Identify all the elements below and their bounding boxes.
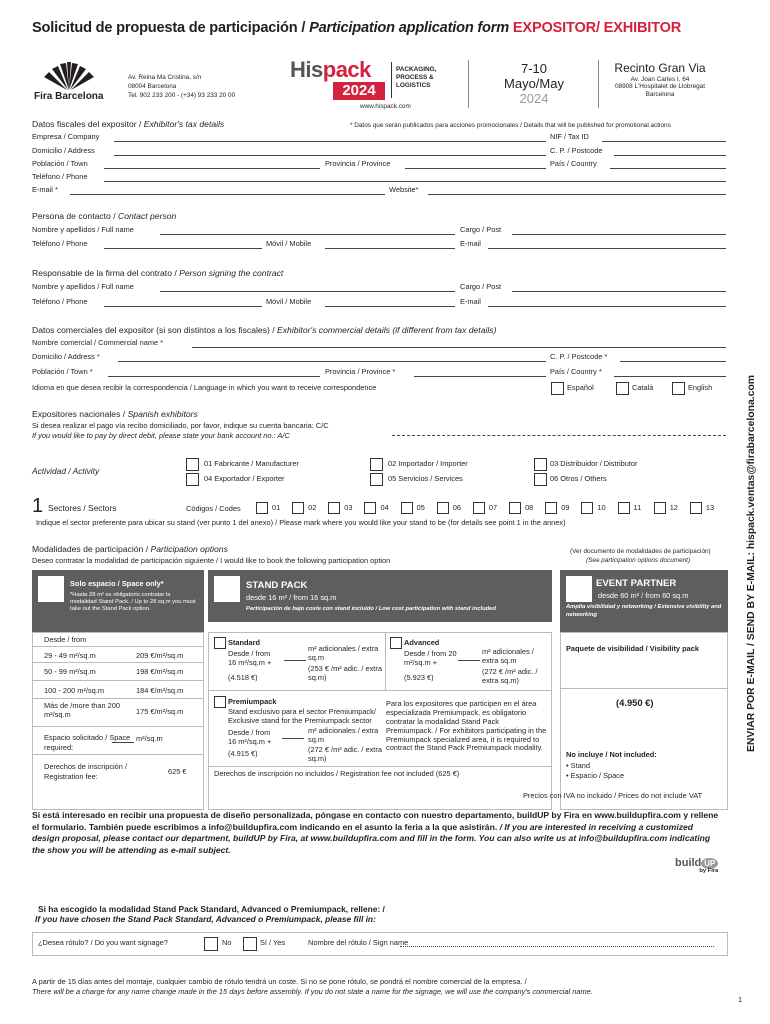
sector-02-label: 02 [308,503,317,512]
label-empresa: Empresa / Company [32,132,100,141]
space-row-2-label: 50 - 99 m²/sq.m [44,667,96,676]
field-empresa[interactable] [114,141,546,142]
fira-logo [40,60,98,93]
standard-checkbox[interactable] [214,637,226,649]
space-registration-fee: Derechos de inscripción / Registration fee: [44,762,127,781]
label-email: E-mail * [32,185,58,194]
label-commercial-cp: C. P. / Postcode * [550,352,608,361]
signage-question: ¿Desea rótulo? / Do you want signage? [38,938,168,947]
sector-10-label: 10 [597,503,606,512]
standard-price: (4.518 €) [228,673,258,682]
activity-01-checkbox[interactable] [186,458,199,471]
space-row-2-price: 198 €/m²/sq.m [136,667,184,676]
label-signer-email: E-mail [460,297,481,306]
label-contact-email: E-mail [460,239,481,248]
field-contact-name[interactable] [160,234,455,235]
space-required-unit: m²/sq.m [136,734,163,743]
dates-month: Mayo/May [504,75,564,91]
buildup-text: Si está interesado en recibir una propuesta de diseño personalizada, póngase en contacto con nuestro departamento, buildUP by Fira en www.buildupfira.com y rellene el formulario. También puede escribimos a info@buildupfira.com indicando en el asunto la feria a la que asistirán. / If you are interested in receiving a customized design proposal, please contact our department, buildUP by Fira, at www.buildupfira.com and fill in the form. You can also write us at info@buildupfira.com indicating the show you will be attending as e-mail subject. [32,810,719,855]
venue-address3: Barcelona [645,90,675,98]
vat-note: Precios con IVA no incluido / Prices do not include VAT [523,791,703,800]
field-signer-phone[interactable] [104,306,262,307]
sector-08-checkbox[interactable] [509,502,521,514]
activity-04-label: 04 Exportador / Exporter [204,474,285,483]
premiumpack-desc: Stand exclusivo para el sector Premiumpack/ Exclusive stand for the Premiumpack sector [228,707,376,725]
footer-es: A partir de 15 días antes del montaje, cualquier cambio de rótulo tendrá un coste. Si no se pone rótulo, se pondrá el nombre comercial de la empresa. / [32,977,527,986]
sector-03-label: 03 [344,503,353,512]
sector-03-checkbox[interactable] [328,502,340,514]
premiumpack-title: Premiumpack [228,697,277,706]
commercial-title: Datos comerciales del expositor (si son distintos a los fiscales) / Exhibitor's commercial details (if different from tax details) [32,325,497,335]
advanced-checkbox[interactable] [390,637,402,649]
advanced-add: m² adicionales / extra sq.m [482,647,534,665]
activity-03-checkbox[interactable] [534,458,547,471]
venue [600,62,720,98]
sector-12-checkbox[interactable] [654,502,666,514]
field-commercial-town[interactable] [108,376,320,377]
hispack-year: 2024 [333,82,385,100]
field-telefono[interactable] [104,181,726,182]
label-contact-phone: Teléfono / Phone [32,239,88,248]
space-only-checkbox[interactable] [38,576,64,602]
exhibitor-label: EXPOSITOR/ EXHIBITOR [512,20,682,36]
advanced-desde: Desde / from 20 m²/sq.m + [404,649,457,667]
venue-address2: 08908 L'Hospitalet de Llobregat [614,83,706,91]
options-ref1: (Ver documento de modalidades de participación) [570,548,711,555]
standpack-checkbox[interactable] [214,576,240,602]
field-commercial-cp[interactable] [620,361,726,362]
standard-desde: Desde / from 16 m²/sq.m + [228,649,272,667]
contact-title: Persona de contacto / Contact person [32,211,177,221]
label-contact-mobile: Móvil / Mobile [266,239,312,248]
national-line1: Si desea realizar el pago vía recibo domiciliado, por favor, indique su cuenta bancaria: C/C [32,421,329,430]
title-sep: / [297,20,310,36]
partner-excl-1: • Stand [566,761,590,770]
field-website[interactable] [428,194,726,195]
options-sub: Deseo contratar la modalidad de participación siguiente / I would like to book the following participation option [32,556,391,565]
partner-table [560,632,728,810]
label-provincia: Provincia / Province [325,159,391,168]
national-line2: If you would like to pay by direct debit, please state your bank account no.: A/C [32,431,290,440]
sectors-number: 1 [32,495,44,517]
space-row-1-price: 209 €/m²/sq.m [136,651,184,660]
field-advanced-extra[interactable] [458,660,480,661]
sign-line2: If you have chosen the Stand Pack Standard, Advanced o Premiumpack, please fill in: [35,914,376,924]
buildup-logo: build UP by Fira [675,857,719,874]
activity-03-label: 03 Distribuidor / Distributor [550,459,638,468]
label-signer-name: Nombre y apellidos / Full name [32,282,134,291]
activity-06-checkbox[interactable] [534,473,547,486]
dates-days: 7-10 [520,61,548,76]
label-pais: País / Country [550,159,597,168]
sign-line1: Si ha escogido la modalidad Stand Pack Standard, Advanced o Premiumpack, rellene: / [38,904,385,914]
space-row-1-label: 29 - 49 m²/sq.m [44,651,96,660]
label-poblacion: Población / Town [32,159,88,168]
sector-02-checkbox[interactable] [292,502,304,514]
sector-05-label: 05 [416,503,425,512]
hispack-web: www.hispack.com [360,103,411,110]
field-contact-email[interactable] [488,248,726,249]
sector-01-label: 01 [272,503,281,512]
sector-06-checkbox[interactable] [437,502,449,514]
label-domicilio: Domicilio / Address [32,146,95,155]
field-poblacion[interactable] [104,168,320,169]
field-pais[interactable] [610,168,726,169]
page-title [32,20,681,37]
fira-logo-icon [40,60,98,90]
field-contact-phone[interactable] [104,248,262,249]
lang-en-checkbox[interactable] [672,382,685,395]
activity-05-label: 05 Servicios / Services [388,474,463,483]
space-desde: Desde / from [44,635,87,644]
field-signer-post[interactable] [512,291,726,292]
lang-ca-label: Català [632,383,654,392]
space-requested: Espacio solicitado / Space required: [44,733,131,752]
activity-02-label: 02 Importador / Importer [388,459,468,468]
field-signer-email[interactable] [488,306,726,307]
space-only-note: *Hasta 28 m² es obligatorio contratar la modalidad Stand Pack. / Up to 28 sq.m you must take out the Stand Pack option. [70,592,196,613]
dates-year: 2024 [519,90,549,106]
signage-no-label: No [222,938,232,947]
sector-04-checkbox[interactable] [364,502,376,514]
venue-address1: Av. Joan Carles I, 64 [630,75,690,83]
field-signer-name[interactable] [160,291,455,292]
sector-11-checkbox[interactable] [618,502,630,514]
field-email[interactable] [70,194,385,195]
fira-address2: 08004 Barcelona [128,83,177,90]
label-commercial-province: Provincia / Province * [325,367,396,376]
field-provincia[interactable] [405,168,546,169]
sector-09-label: 09 [561,503,570,512]
premiumpack-price: (4.915 €) [228,749,258,758]
premiumpack-desde: Desde / from 16 m²/sq.m + [228,728,272,746]
fira-phone: Tel. 902 233 200 - (+34) 93 233 20 00 [128,92,236,99]
activity-06-label: 06 Otros / Others [550,474,607,483]
field-commercial-province[interactable] [414,376,546,377]
label-cp: C. P. / Postcode [550,146,603,155]
footer-en: There will be a charge for any name change made in the 15 days before assembly. If you do not state a name for the signage, we will use the company's commercial name. [32,987,593,996]
activity-02-checkbox[interactable] [370,458,383,471]
sectors-note: Indique el sector preferente para ubicar su stand (ver punto 1 del anexo) / Please mark where you would like your stand to be (for details see point 1 in the annex) [36,518,566,527]
standpack-title: STAND PACK [246,580,308,591]
side-send-email: ENVIAR POR E-MAIL / SEND BY E-MAIL: hispack.ventas@firabarcelona.com [746,375,757,752]
label-commercial-name: Nombre comercial / Commercial name * [32,338,164,347]
partner-pack: Paquete de visibilidad / Visibility pack [566,644,699,653]
space-only-title: Solo espacio / Space only* [70,579,164,588]
sector-04-label: 04 [380,503,389,512]
sector-12-label: 12 [669,503,678,512]
partner-price: (4.950 €) [616,697,654,708]
sector-11-label: 11 [633,503,642,512]
label-signer-post: Cargo / Post [460,282,502,291]
sector-13-label: 13 [705,503,715,512]
field-commercial-country[interactable] [614,376,726,377]
field-signage-name[interactable] [400,946,714,947]
standpack-registration-fee: Derechos de inscripción no incluidos / Registration fee not included (625 €) [214,769,460,778]
lang-ca-checkbox[interactable] [616,382,629,395]
lang-en-label: English [688,383,713,392]
sectors-label: Sectores / Sectors [48,503,117,513]
field-contact-mobile[interactable] [325,248,455,249]
options-ref2: (See participation options document) [586,557,691,564]
field-commercial-address[interactable] [118,361,546,362]
field-bank-account[interactable] [392,435,726,436]
space-row-3-label: 100 - 200 m²/sq.m [44,686,104,695]
sector-13-checkbox[interactable] [690,502,702,514]
field-standard-extra[interactable] [284,660,306,661]
dates [470,62,598,107]
label-nif: NIF / Tax ID [550,132,589,141]
sector-07-checkbox[interactable] [473,502,485,514]
national-title: Expositores nacionales / Spanish exhibitors [32,409,198,419]
activity-label: Actividad / Activity [32,466,100,476]
signage-no-checkbox[interactable] [204,937,218,951]
advanced-add-price: (272 € /m² adic. / extra sq.m) [482,667,538,685]
fira-address1: Av. Reina Ma Cristina, s/n [128,74,202,81]
partner-not-included: No incluye / Not included: [566,750,657,759]
activity-05-checkbox[interactable] [370,473,383,486]
lang-es-label: Español [567,383,594,392]
signer-title: Responsable de la firma del contrato / Person signing the contract [32,268,284,278]
hispack-logo [290,57,371,82]
premiumpack-checkbox[interactable] [214,696,226,708]
advanced-price: (5.923 €) [404,673,434,682]
fira-name: Fira Barcelona [34,91,104,102]
standard-add-price: (253 € /m² adic. / extra sq.m) [308,664,382,682]
field-cp[interactable] [614,155,726,156]
advanced-title: Advanced [404,638,440,647]
page-number: 1 [738,995,743,1004]
label-website: Website* [389,185,419,194]
title-es: Solicitud de propuesta de participación [32,20,298,36]
sector-07-label: 07 [488,503,498,512]
activity-01-label: 01 Fabricante / Manufacturer [204,459,299,468]
label-signer-phone: Teléfono / Phone [32,297,88,306]
venue-name: Recinto Gran Via [614,61,706,75]
label-language: Idioma en que desea recibir la correspondencia / Language in which you want to receive correspondence [32,383,377,392]
label-commercial-address: Domicilio / Address * [32,352,100,361]
sector-10-checkbox[interactable] [581,502,593,514]
label-contact-post: Cargo / Post [460,225,502,234]
partner-from: desde 60 m² / from 60 sq.m [598,591,689,600]
signage-yes-checkbox[interactable] [243,937,257,951]
label-signer-mobile: Móvil / Mobile [266,297,312,306]
space-row-4-price: 175 €/m²/sq.m [136,707,184,716]
space-row-4-label: Más de /more than 200 m²/sq.m [44,701,121,719]
options-title: Modalidades de participación / Participation options [32,544,228,554]
hispack-tag: PACKAGING, PROCESS & LOGISTICS [396,66,437,89]
premiumpack-add: m² adicionales / extra sq.m [308,726,379,744]
title-en: Participation application form [309,20,510,36]
fiscal-title: Datos fiscales del expositor / Exhibitor's tax details [32,119,225,129]
label-commercial-country: País / Country * [550,367,602,376]
partner-title: EVENT PARTNER [596,578,677,589]
standard-title: Standard [228,638,261,647]
partner-sub: Amplia visibilidad y networking / Extensive visibility and networking [566,604,722,618]
partner-excl-2: • Espacio / Space [566,771,625,780]
label-contact-name: Nombre y apellidos / Full name [32,225,134,234]
sector-08-label: 08 [525,503,534,512]
hispack-name-a: His [290,57,323,82]
signage-name-label: Nombre del rótulo / Sign name [308,938,409,947]
codes-row [256,502,726,516]
field-nif[interactable] [602,141,726,142]
field-signer-mobile[interactable] [325,306,455,307]
sector-05-checkbox[interactable] [401,502,413,514]
label-telefono: Teléfono / Phone [32,172,88,181]
hispack-name-b: pack [322,57,371,82]
standpack-from: desde 16 m² / from 16 sq.m [246,593,337,602]
signage-yes-label: Sí / Yes [260,938,286,947]
premiumpack-add-price: (272 € /m² adic. / extra sq.m) [308,745,382,763]
lang-es-checkbox[interactable] [551,382,564,395]
standpack-sub: Participación de bajo coste con stand incluido / Low cost participation with stand included [246,606,496,612]
sector-01-checkbox[interactable] [256,502,268,514]
partner-checkbox[interactable] [566,576,592,602]
sector-09-checkbox[interactable] [545,502,557,514]
field-contact-post[interactable] [512,234,726,235]
field-domicilio[interactable] [114,155,546,156]
standard-add: m² adicionales / extra sq.m [308,644,379,662]
field-premiumpack-extra[interactable] [282,738,304,739]
activity-04-checkbox[interactable] [186,473,199,486]
label-commercial-town: Población / Town * [32,367,93,376]
space-row-3-price: 184 €/m²/sq.m [136,686,184,695]
field-commercial-name[interactable] [192,347,726,348]
premiumpack-note: Para los expositores que participen en el área especializada Premiumpack, es obligatorio contratar la modalidad Stand Pack Premiumpack. / For exhibitors participating in the Premiumpack specialized area, it is required to contract the Stand Pack Premiumpack modality. [386,699,547,753]
fiscal-note: * Datos que serán publicados para acciones promocionales / Details that will be published for promotional actions [350,122,671,129]
codes-label: Códigos / Codes [186,504,241,513]
space-registration-fee-value: 625 € [168,767,187,776]
sector-06-label: 06 [452,503,461,512]
field-space-required[interactable] [112,742,134,743]
